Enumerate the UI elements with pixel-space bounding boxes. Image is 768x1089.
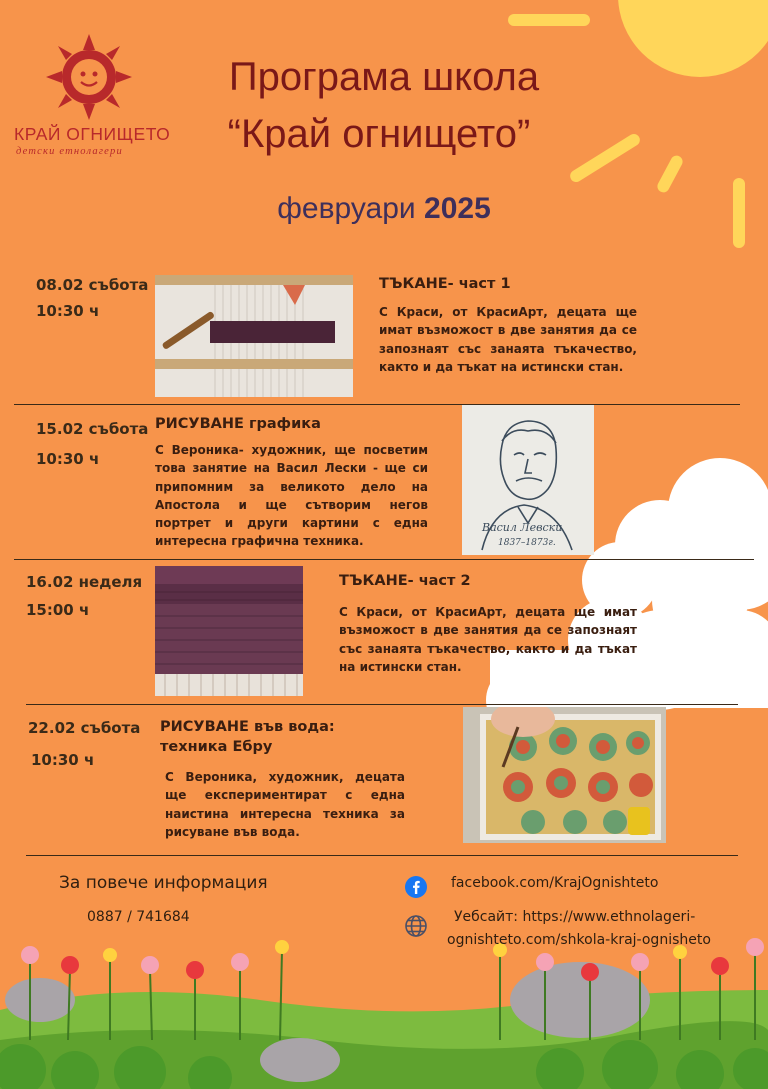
- facebook-link[interactable]: facebook.com/KrajOgnishteto: [451, 875, 659, 891]
- event-2-title: РИСУВАНЕ графика: [155, 416, 321, 432]
- logo-name: КРАЙ ОГНИЩЕТО: [14, 124, 171, 144]
- weaving-loom-photo: [155, 275, 353, 397]
- logo-subtitle: детски етнолагери: [16, 146, 123, 157]
- event-1-time: 10:30 ч: [36, 302, 100, 320]
- page-title-line1: Програма школа: [228, 55, 540, 99]
- month-heading: [0, 192, 768, 226]
- website-line2[interactable]: ognishteto.com/shkola-kraj-ognisheto: [447, 932, 711, 948]
- event-4-description: С Вероника, художник, децата ще експериментират с една наистина интересна техника за рисуване във вода.: [165, 770, 405, 839]
- facebook-icon[interactable]: [405, 876, 427, 898]
- portrait-caption-years: 1837–1873г.: [498, 538, 556, 548]
- event-4-title-line2: техника Ебру: [160, 739, 273, 755]
- event-3-time: 15:00 ч: [26, 601, 90, 619]
- event-3-date: 16.02 неделя: [26, 573, 143, 591]
- divider: [26, 704, 738, 705]
- event-3-title: ТЪКАНЕ- част 2: [339, 573, 471, 589]
- website-line1[interactable]: Уебсайт: https://www.ethnolageri-: [454, 909, 696, 925]
- month-name: февруари: [277, 192, 416, 225]
- event-3-description: С Краси, от КрасиАрт, децата ще имат възможост в две занятия да се запознаят със занаята тъкачество, както и да тъкат на истински стан.: [339, 605, 637, 674]
- divider: [14, 559, 754, 560]
- event-1-title: ТЪКАНЕ- част 1: [379, 276, 511, 292]
- meadow-illustration: [0, 938, 768, 1089]
- month-year: 2025: [424, 192, 491, 225]
- event-4-date: 22.02 събота: [28, 719, 141, 737]
- event-4-time: 10:30 ч: [31, 751, 95, 769]
- page-title-line2: “Край огнището”: [227, 112, 531, 156]
- globe-icon: [404, 914, 428, 938]
- divider: [26, 855, 738, 856]
- phone-number[interactable]: 0887 / 741684: [87, 909, 190, 925]
- woven-fabric-photo: [155, 566, 303, 696]
- event-4-title-line1: РИСУВАНЕ във вода:: [160, 719, 335, 735]
- event-2-description: С Вероника- художник, ще посветим това занятие на Васил Лески - ще си припомним за великото дело на Апостола и ще сътворим негов портрет и други картини с една интересна графична техника.: [155, 443, 428, 549]
- divider: [14, 404, 740, 405]
- levski-portrait-photo: [462, 405, 594, 555]
- more-info-label: За повече информация: [59, 873, 268, 893]
- event-2-date: 15.02 събота: [36, 420, 149, 438]
- event-2-time: 10:30 ч: [36, 450, 100, 468]
- ebru-painting-photo: [463, 707, 666, 843]
- portrait-caption-name: Васил Левски: [482, 521, 563, 534]
- event-1-description: С Краси, от КрасиАрт, децата ще имат възможост в две занятия да се запознаят със занаята тъкачество, както и да тъкат на истински стан.: [379, 305, 637, 374]
- event-1-date: 08.02 събота: [36, 276, 149, 294]
